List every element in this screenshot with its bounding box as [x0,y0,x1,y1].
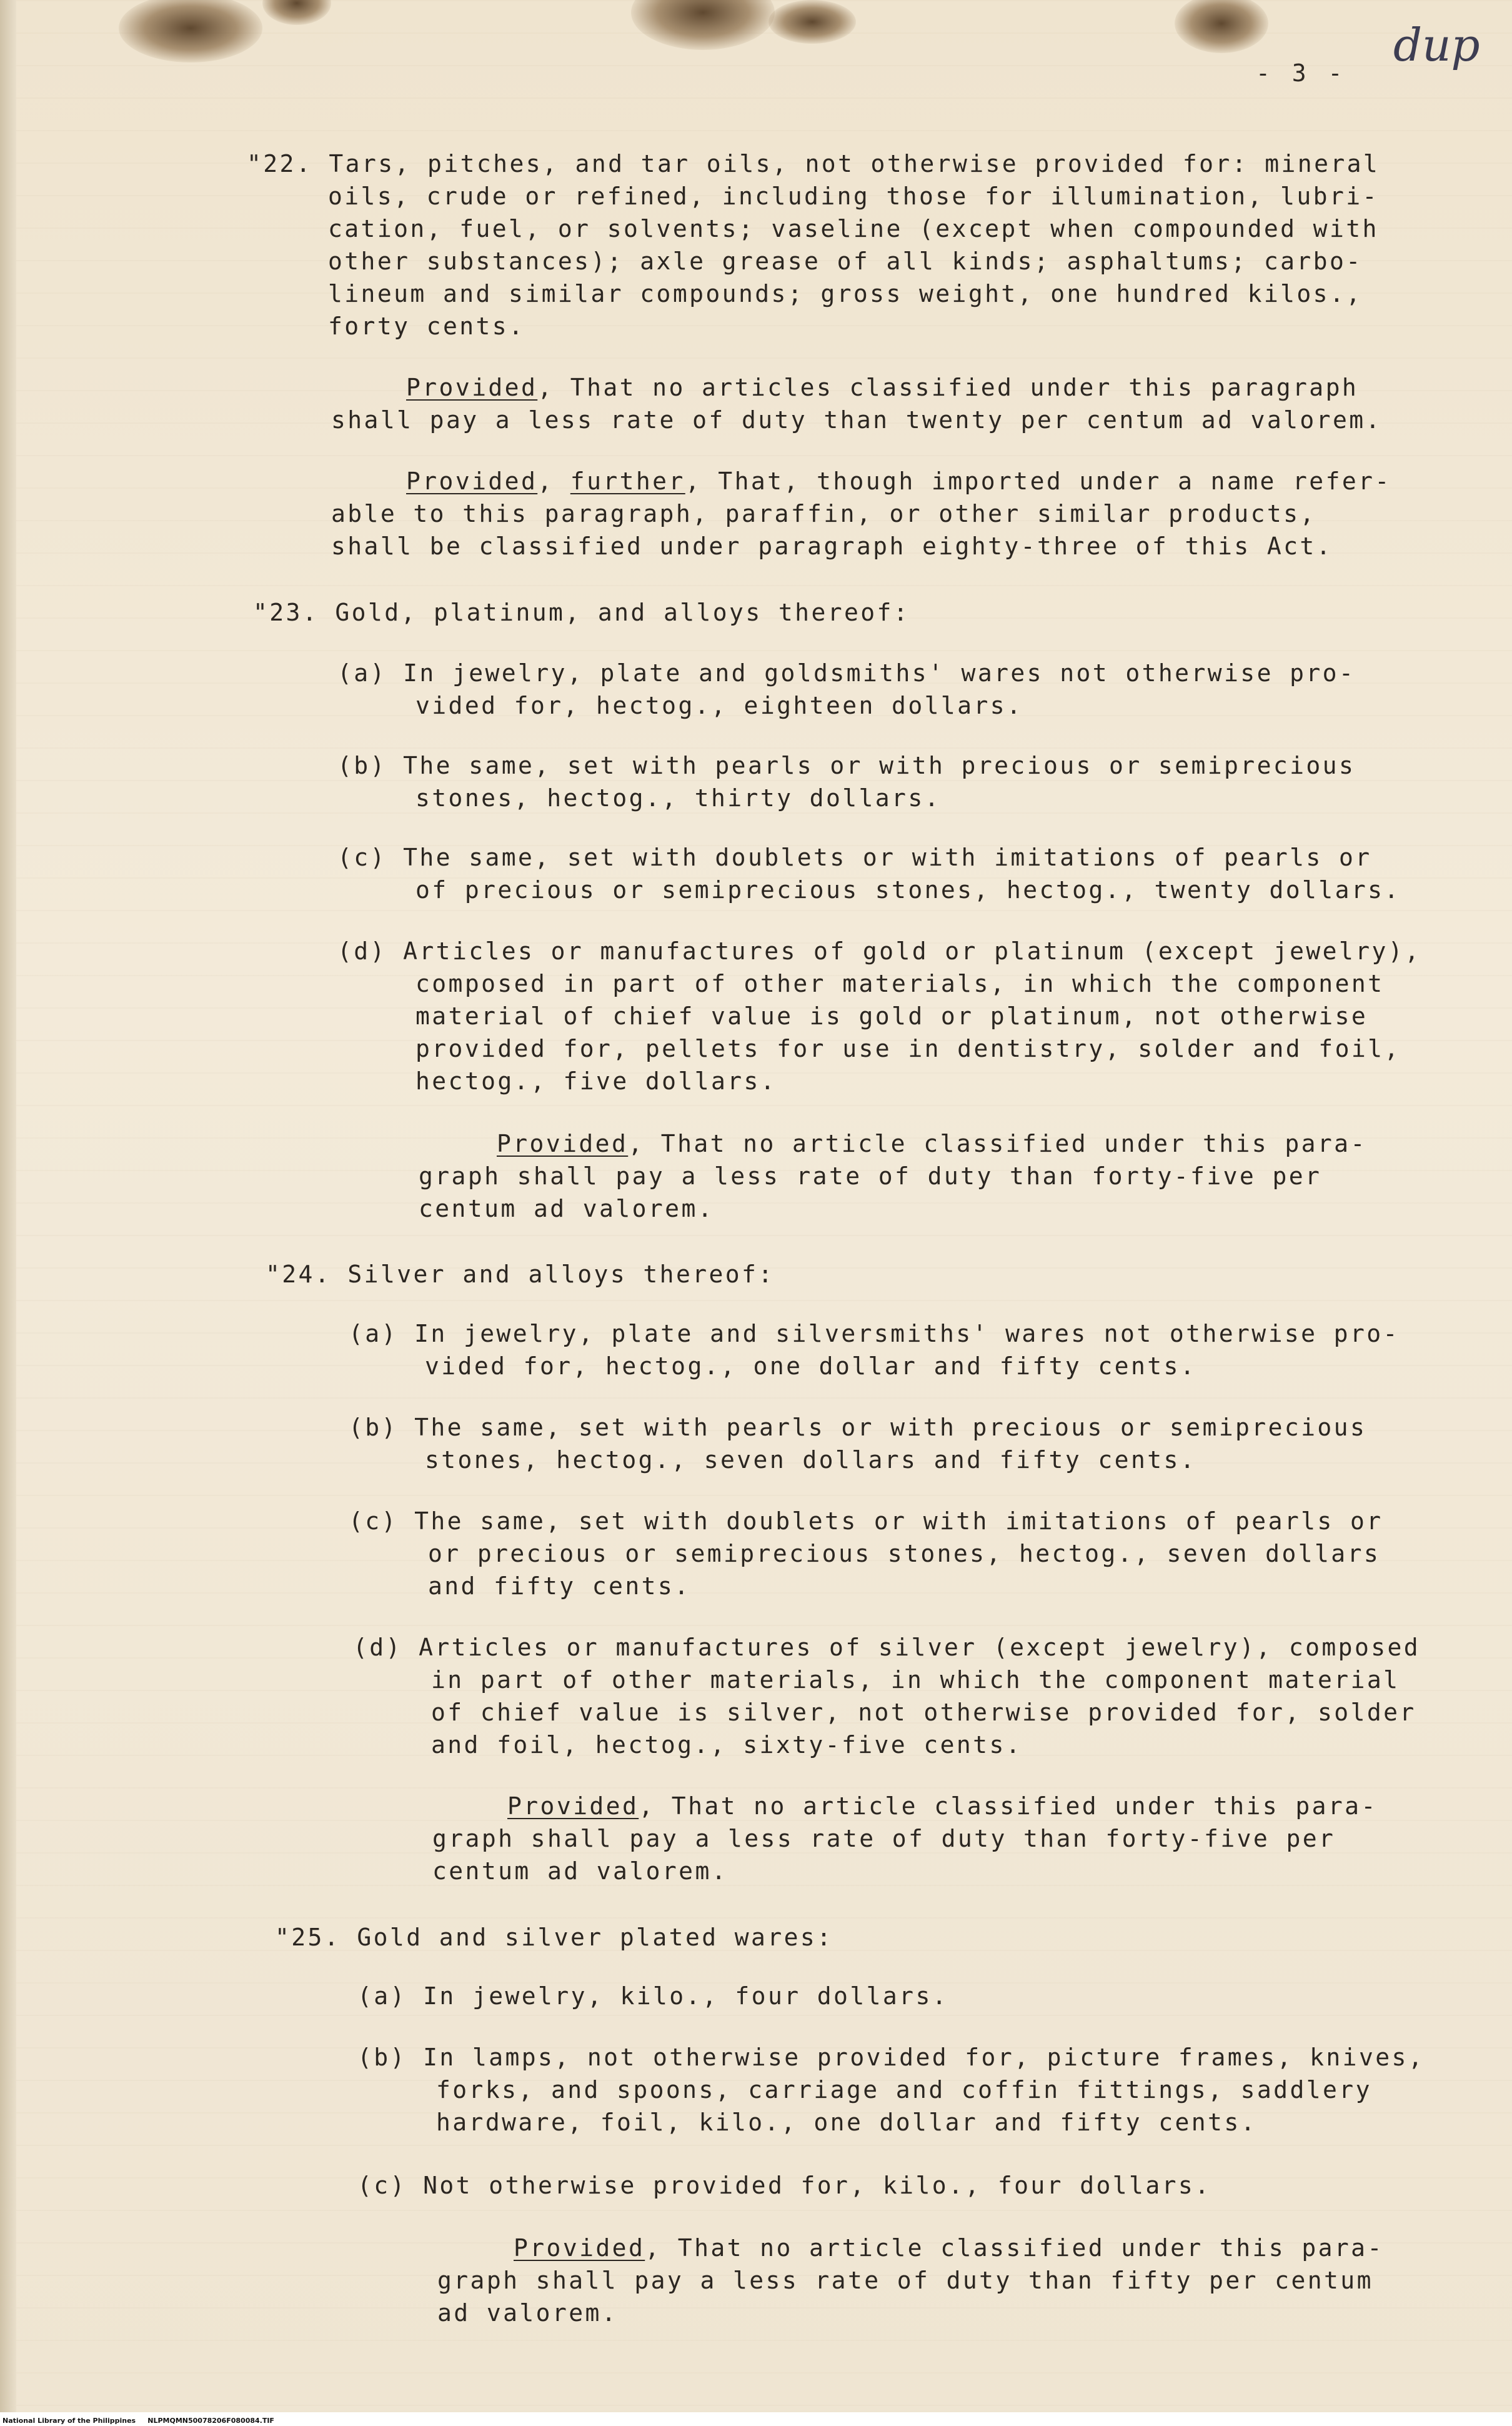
text-line: graph shall pay a less rate of duty than forty-five per [419,1162,1322,1190]
text-line: graph shall pay a less rate of duty than fifty per centum [437,2267,1373,2294]
proviso-text: , That no articles classified under this paragraph [537,374,1359,401]
text-line: (b) The same, set with pearls or with precious or semiprecious [337,752,1356,779]
text-line: centum ad valorem. [419,1195,715,1222]
text-line: lineum and similar compounds; gross weight, one hundred kilos., [328,280,1363,307]
text-line: vided for, hectog., one dollar and fifty cents. [425,1352,1197,1380]
text-line: (d) Articles or manufactures of gold or platinum (except jewelry), [337,937,1421,965]
text-line: ad valorem. [437,2299,619,2327]
text-line: (a) In jewelry, kilo., four dollars. [357,1982,949,2010]
text-line: forty cents. [328,312,525,340]
provided-keyword: Provided [514,2234,645,2262]
text-line: stones, hectog., seven dollars and fifty cents. [425,1446,1197,1474]
stain-mark [1175,0,1268,53]
handwritten-annotation: dup [1393,19,1480,71]
text-line: composed in part of other materials, in which the component [415,970,1385,997]
text-line: (a) In jewelry, plate and silversmiths' wares not otherwise pro- [349,1320,1400,1347]
page-number: - 3 - [1256,59,1346,87]
proviso-text: , That no article classified under this para- [639,1792,1378,1820]
stain-mark [262,0,331,25]
text-line: of chief value is silver, not otherwise provided for, solder [431,1699,1416,1726]
text-line: oils, crude or refined, including those for illumination, lubri- [328,182,1379,210]
text-line: of precious or semiprecious stones, hectog., twenty dollars. [415,876,1401,904]
text-line: (a) In jewelry, plate and goldsmiths' wares not otherwise pro- [337,659,1356,687]
text-line: or precious or semiprecious stones, hectog., seven dollars [428,1540,1381,1567]
text-line: provided for, pellets for use in dentistry, solder and foil, [415,1035,1401,1062]
proviso-line [514,2234,1384,2262]
text-line: and fifty cents. [428,1572,691,1600]
section-heading: "23. Gold, platinum, and alloys thereof: [253,599,910,626]
proviso-line [497,1130,1367,1157]
text-line: (c) Not otherwise provided for, kilo., four dollars. [357,2172,1211,2199]
text-line: hardware, foil, kilo., one dollar and fifty cents. [436,2109,1257,2136]
text-line: able to this paragraph, paraffin, or other similar products, [331,500,1316,527]
text-line: forks, and spoons, carriage and coffin fittings, saddlery [436,2076,1372,2104]
text-line: stones, hectog., thirty dollars. [415,784,941,812]
text-line: vided for, hectog., eighteen dollars. [415,692,1023,719]
proviso-text: , That no article classified under this para- [628,1130,1367,1157]
section-heading: "25. Gold and silver plated wares: [275,1924,833,1951]
proviso-line [406,467,1391,495]
stain-mark [119,0,262,62]
section-heading: "24. Silver and alloys thereof: [266,1260,775,1288]
proviso-text: , That no article classified under this para- [645,2234,1384,2262]
text-line: cation, fuel, or solvents; vaseline (except when compounded with [328,215,1379,242]
further-keyword: further [570,467,685,495]
text-line: (c) The same, set with doublets or with imitations of pearls or [337,844,1372,871]
text-line: "22. Tars, pitches, and tar oils, not otherwise provided for: mineral [247,150,1380,177]
proviso-line [507,1792,1378,1820]
text-line: hectog., five dollars. [415,1067,777,1095]
text-line: material of chief value is gold or platinum, not otherwise [415,1002,1368,1030]
provided-keyword: Provided [497,1130,629,1157]
scan-footer-caption: National Library of the Philippines NLPMQMN50078206F080084.TIF [2,2417,274,2425]
text-line: (b) The same, set with pearls or with precious or semiprecious [349,1414,1367,1441]
proviso-text: , That, though imported under a name refer- [685,467,1391,495]
text-line: and foil, hectog., sixty-five cents. [431,1731,1023,1759]
proviso-line [406,374,1358,401]
text-line: centum ad valorem. [432,1857,729,1885]
text-line: other substances); axle grease of all kinds; asphaltums; carbo- [328,247,1363,275]
provided-keyword: Provided [406,467,538,495]
text-line: (d) Articles or manufactures of silver (except jewelry), composed [353,1634,1421,1661]
proviso-text: , [537,467,570,495]
stain-mark [631,0,775,50]
provided-keyword: Provided [507,1792,639,1820]
text-line: graph shall pay a less rate of duty than forty-five per [432,1825,1336,1852]
provided-keyword: Provided [406,374,538,401]
page-edge-shadow [0,0,16,2426]
stain-mark [768,0,856,44]
text-line: shall pay a less rate of duty than twenty per centum ad valorem. [331,406,1382,434]
text-line: (c) The same, set with doublets or with imitations of pearls or [349,1507,1383,1535]
text-line: in part of other materials, in which the component material [431,1666,1400,1694]
scan-footer-bar [0,2412,1512,2426]
text-line: shall be classified under paragraph eighty-three of this Act. [331,532,1333,560]
text-line: (b) In lamps, not otherwise provided for, picture frames, knives, [357,2044,1425,2071]
